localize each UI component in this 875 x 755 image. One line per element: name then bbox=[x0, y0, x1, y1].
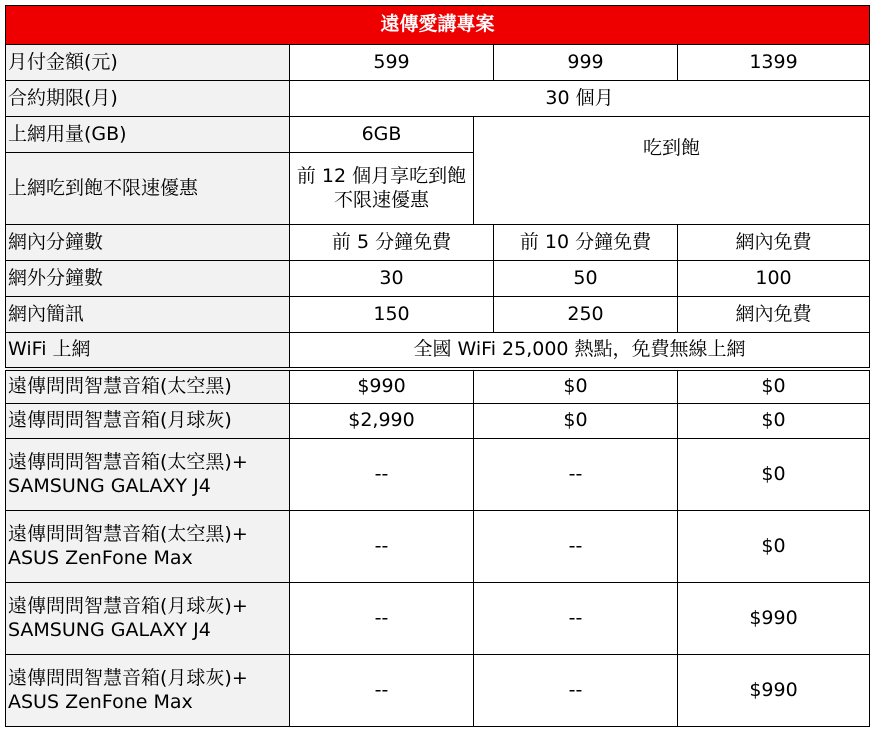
offnet-minutes-1399: 100 bbox=[678, 261, 870, 297]
unlimited-offer-599 bbox=[290, 153, 474, 225]
bundle-price-1399: $990 bbox=[678, 583, 870, 655]
device-label: 遠傳問問智慧音箱(太空黑) bbox=[6, 369, 290, 404]
unlimited-offer-line1: 前 12 個月享吃到飽 bbox=[296, 164, 467, 187]
offnet-minutes-599: 30 bbox=[290, 261, 494, 297]
device-price-999: $0 bbox=[474, 404, 678, 439]
bundle-label-line2: ASUS ZenFone Max bbox=[8, 546, 193, 569]
wifi-value: 全國 WiFi 25,000 熱點，免費無線上網 bbox=[290, 333, 870, 369]
bundle-row bbox=[6, 511, 870, 583]
bundle-price-1399: $0 bbox=[678, 439, 870, 511]
device-price-999: $0 bbox=[474, 369, 678, 404]
bundle-price-1399: $0 bbox=[678, 511, 870, 583]
fee-1399: 1399 bbox=[678, 45, 870, 81]
unlimited-offer-line2: 不限速優惠 bbox=[333, 188, 429, 211]
bundle-label bbox=[6, 655, 290, 727]
contract-label: 合約期限(月) bbox=[6, 81, 290, 117]
bundle-label bbox=[6, 439, 290, 511]
wifi-row bbox=[6, 333, 870, 369]
monthly-fee-row bbox=[6, 45, 870, 81]
offnet-minutes-label: 網外分鐘數 bbox=[6, 261, 290, 297]
device-row bbox=[6, 369, 870, 404]
bundle-price-999: -- bbox=[474, 583, 678, 655]
bundle-label-line1: 遠傳問問智慧音箱(月球灰)+ bbox=[8, 666, 248, 689]
bundle-price-599: -- bbox=[290, 583, 474, 655]
onnet-minutes-label: 網內分鐘數 bbox=[6, 225, 290, 261]
onnet-minutes-row bbox=[6, 225, 870, 261]
unlimited-cell: 吃到飽 bbox=[474, 117, 870, 225]
bundle-label-line2: ASUS ZenFone Max bbox=[8, 690, 193, 713]
device-label: 遠傳問問智慧音箱(月球灰) bbox=[6, 404, 290, 439]
onnet-sms-1399: 網內免費 bbox=[678, 297, 870, 333]
fee-599: 599 bbox=[290, 45, 494, 81]
onnet-sms-999: 250 bbox=[494, 297, 678, 333]
bundle-row bbox=[6, 583, 870, 655]
onnet-minutes-1399: 網內免費 bbox=[678, 225, 870, 261]
bundle-label-line1: 遠傳問問智慧音箱(太空黑)+ bbox=[8, 450, 248, 473]
device-price-599: $2,990 bbox=[290, 404, 474, 439]
onnet-sms-row bbox=[6, 297, 870, 333]
offnet-minutes-999: 50 bbox=[494, 261, 678, 297]
table-title: 遠傳愛講專案 bbox=[6, 6, 870, 45]
bundle-label-line1: 遠傳問問智慧音箱(太空黑)+ bbox=[8, 522, 248, 545]
bundle-label-line2: SAMSUNG GALAXY J4 bbox=[8, 474, 211, 497]
plan-table bbox=[5, 5, 870, 727]
bundle-price-999: -- bbox=[474, 511, 678, 583]
bundle-label-line1: 遠傳問問智慧音箱(月球灰)+ bbox=[8, 594, 248, 617]
fee-999: 999 bbox=[494, 45, 678, 81]
contract-row bbox=[6, 81, 870, 117]
bundle-label bbox=[6, 583, 290, 655]
onnet-sms-599: 150 bbox=[290, 297, 494, 333]
monthly-fee-label: 月付金額(元) bbox=[6, 45, 290, 81]
bundle-price-999: -- bbox=[474, 439, 678, 511]
bundle-row bbox=[6, 439, 870, 511]
bundle-price-599: -- bbox=[290, 439, 474, 511]
bundle-price-599: -- bbox=[290, 655, 474, 727]
bundle-row bbox=[6, 655, 870, 727]
bundle-label-line2: SAMSUNG GALAXY J4 bbox=[8, 618, 211, 641]
data-usage-row bbox=[6, 117, 870, 153]
data-usage-label: 上網用量(GB) bbox=[6, 117, 290, 153]
contract-value: 30 個月 bbox=[290, 81, 870, 117]
onnet-minutes-599: 前 5 分鐘免費 bbox=[290, 225, 494, 261]
bundle-price-599: -- bbox=[290, 511, 474, 583]
unlimited-offer-label: 上網吃到飽不限速優惠 bbox=[6, 153, 290, 225]
data-usage-599: 6GB bbox=[290, 117, 474, 153]
onnet-minutes-999: 前 10 分鐘免費 bbox=[494, 225, 678, 261]
bundle-label bbox=[6, 511, 290, 583]
device-price-1399: $0 bbox=[678, 369, 870, 404]
device-price-1399: $0 bbox=[678, 404, 870, 439]
device-row bbox=[6, 404, 870, 439]
device-price-599: $990 bbox=[290, 369, 474, 404]
offnet-minutes-row bbox=[6, 261, 870, 297]
bundle-price-1399: $990 bbox=[678, 655, 870, 727]
wifi-label: WiFi 上網 bbox=[6, 333, 290, 369]
bundle-price-999: -- bbox=[474, 655, 678, 727]
onnet-sms-label: 網內簡訊 bbox=[6, 297, 290, 333]
